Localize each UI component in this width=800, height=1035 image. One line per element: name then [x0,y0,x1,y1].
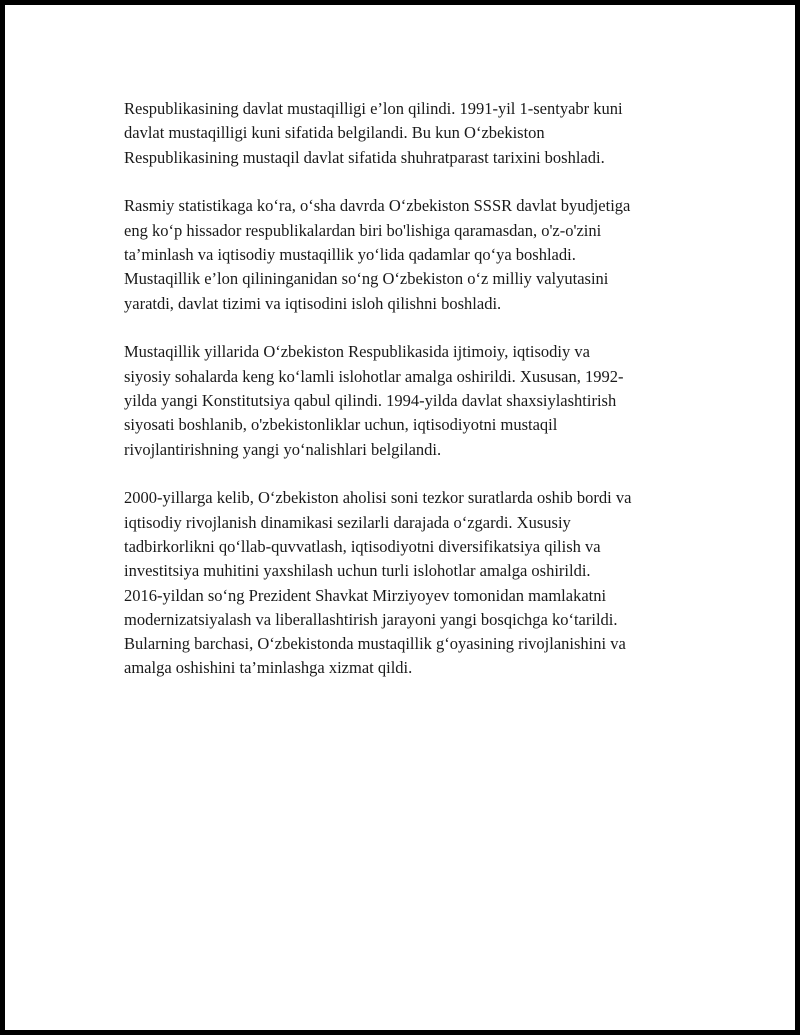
text-line: Bularning barchasi, O‘zbekistonda mustaqillik g‘oyasining rivojlanishini va [124,634,626,654]
text-line: 2000-yillarga kelib, O‘zbekiston aholisi soni tezkor suratlarda oshib bordi va [124,488,632,508]
text-line: siyosiy sohalarda keng ko‘lamli islohotlar amalga oshirildi. Xususan, 1992- [124,366,624,386]
text-line: modernizatsiyalash va liberallashtirish jarayoni yangi bosqichga ko‘tarildi. [124,609,618,629]
text-line: Respublikasining mustaqil davlat sifatida shuhratparast tarixini boshladi. [124,147,605,167]
text-line: Respublikasining davlat mustaqilligi e’lon qilindi. 1991-yil 1-sentyabr kuni [124,99,623,118]
paragraph-3 [124,340,704,461]
text-line: davlat mustaqilligi kuni sifatida belgilandi. Bu kun O‘zbekiston [124,123,545,143]
text-line: investitsiya muhitini yaxshilash uchun turli islohotlar amalga oshirildi. [124,561,591,581]
text-line: 2016-yildan so‘ng Prezident Shavkat Mirziyoyev tomonidan mamlakatni [124,585,607,605]
text-line: eng ko‘p hissador respublikalardan biri bo'lishiga qaramasdan, o'z-o'zini [124,220,602,240]
text-line: yaratdi, davlat tizimi va iqtisodini isloh qilishni boshladi. [124,293,502,313]
paragraph-4 [124,486,704,680]
text-line: Rasmiy statistikaga ko‘ra, o‘sha davrda O‘zbekiston SSSR davlat byudjetiga [124,196,631,216]
text-line: ta’minlash va iqtisodiy mustaqillik yo‘lida qadamlar qo‘ya boshladi. [124,244,576,264]
text-line: iqtisodiy rivojlanish dinamikasi sezilarli darajada o‘zgardi. Xususiy [124,512,571,532]
text-line: amalga oshishini ta’minlashga xizmat qildi. [124,658,413,678]
text-line: Mustaqillik yillarida O‘zbekiston Respublikasida ijtimoiy, iqtisodiy va [124,342,590,362]
text-line: Mustaqillik e’lon qilininganidan so‘ng O‘zbekiston o‘z milliy valyutasini [124,269,609,289]
paragraph-2 [124,194,704,315]
text-line: yilda yangi Konstitutsiya qabul qilindi. 1994-yilda davlat shaxsiylashtirish [124,390,617,410]
text-line: tadbirkorlikni qo‘llab-quvvatlash, iqtisodiyotni diversifikatsiya qilish va [124,536,601,556]
paragraph-1 [124,97,704,170]
document-body [124,97,704,705]
text-line: siyosati boshlanib, o'zbekistonliklar uchun, iqtisodiyotni mustaqil [124,415,558,435]
text-line: rivojlantirishning yangi yo‘nalishlari belgilandi. [124,439,442,459]
